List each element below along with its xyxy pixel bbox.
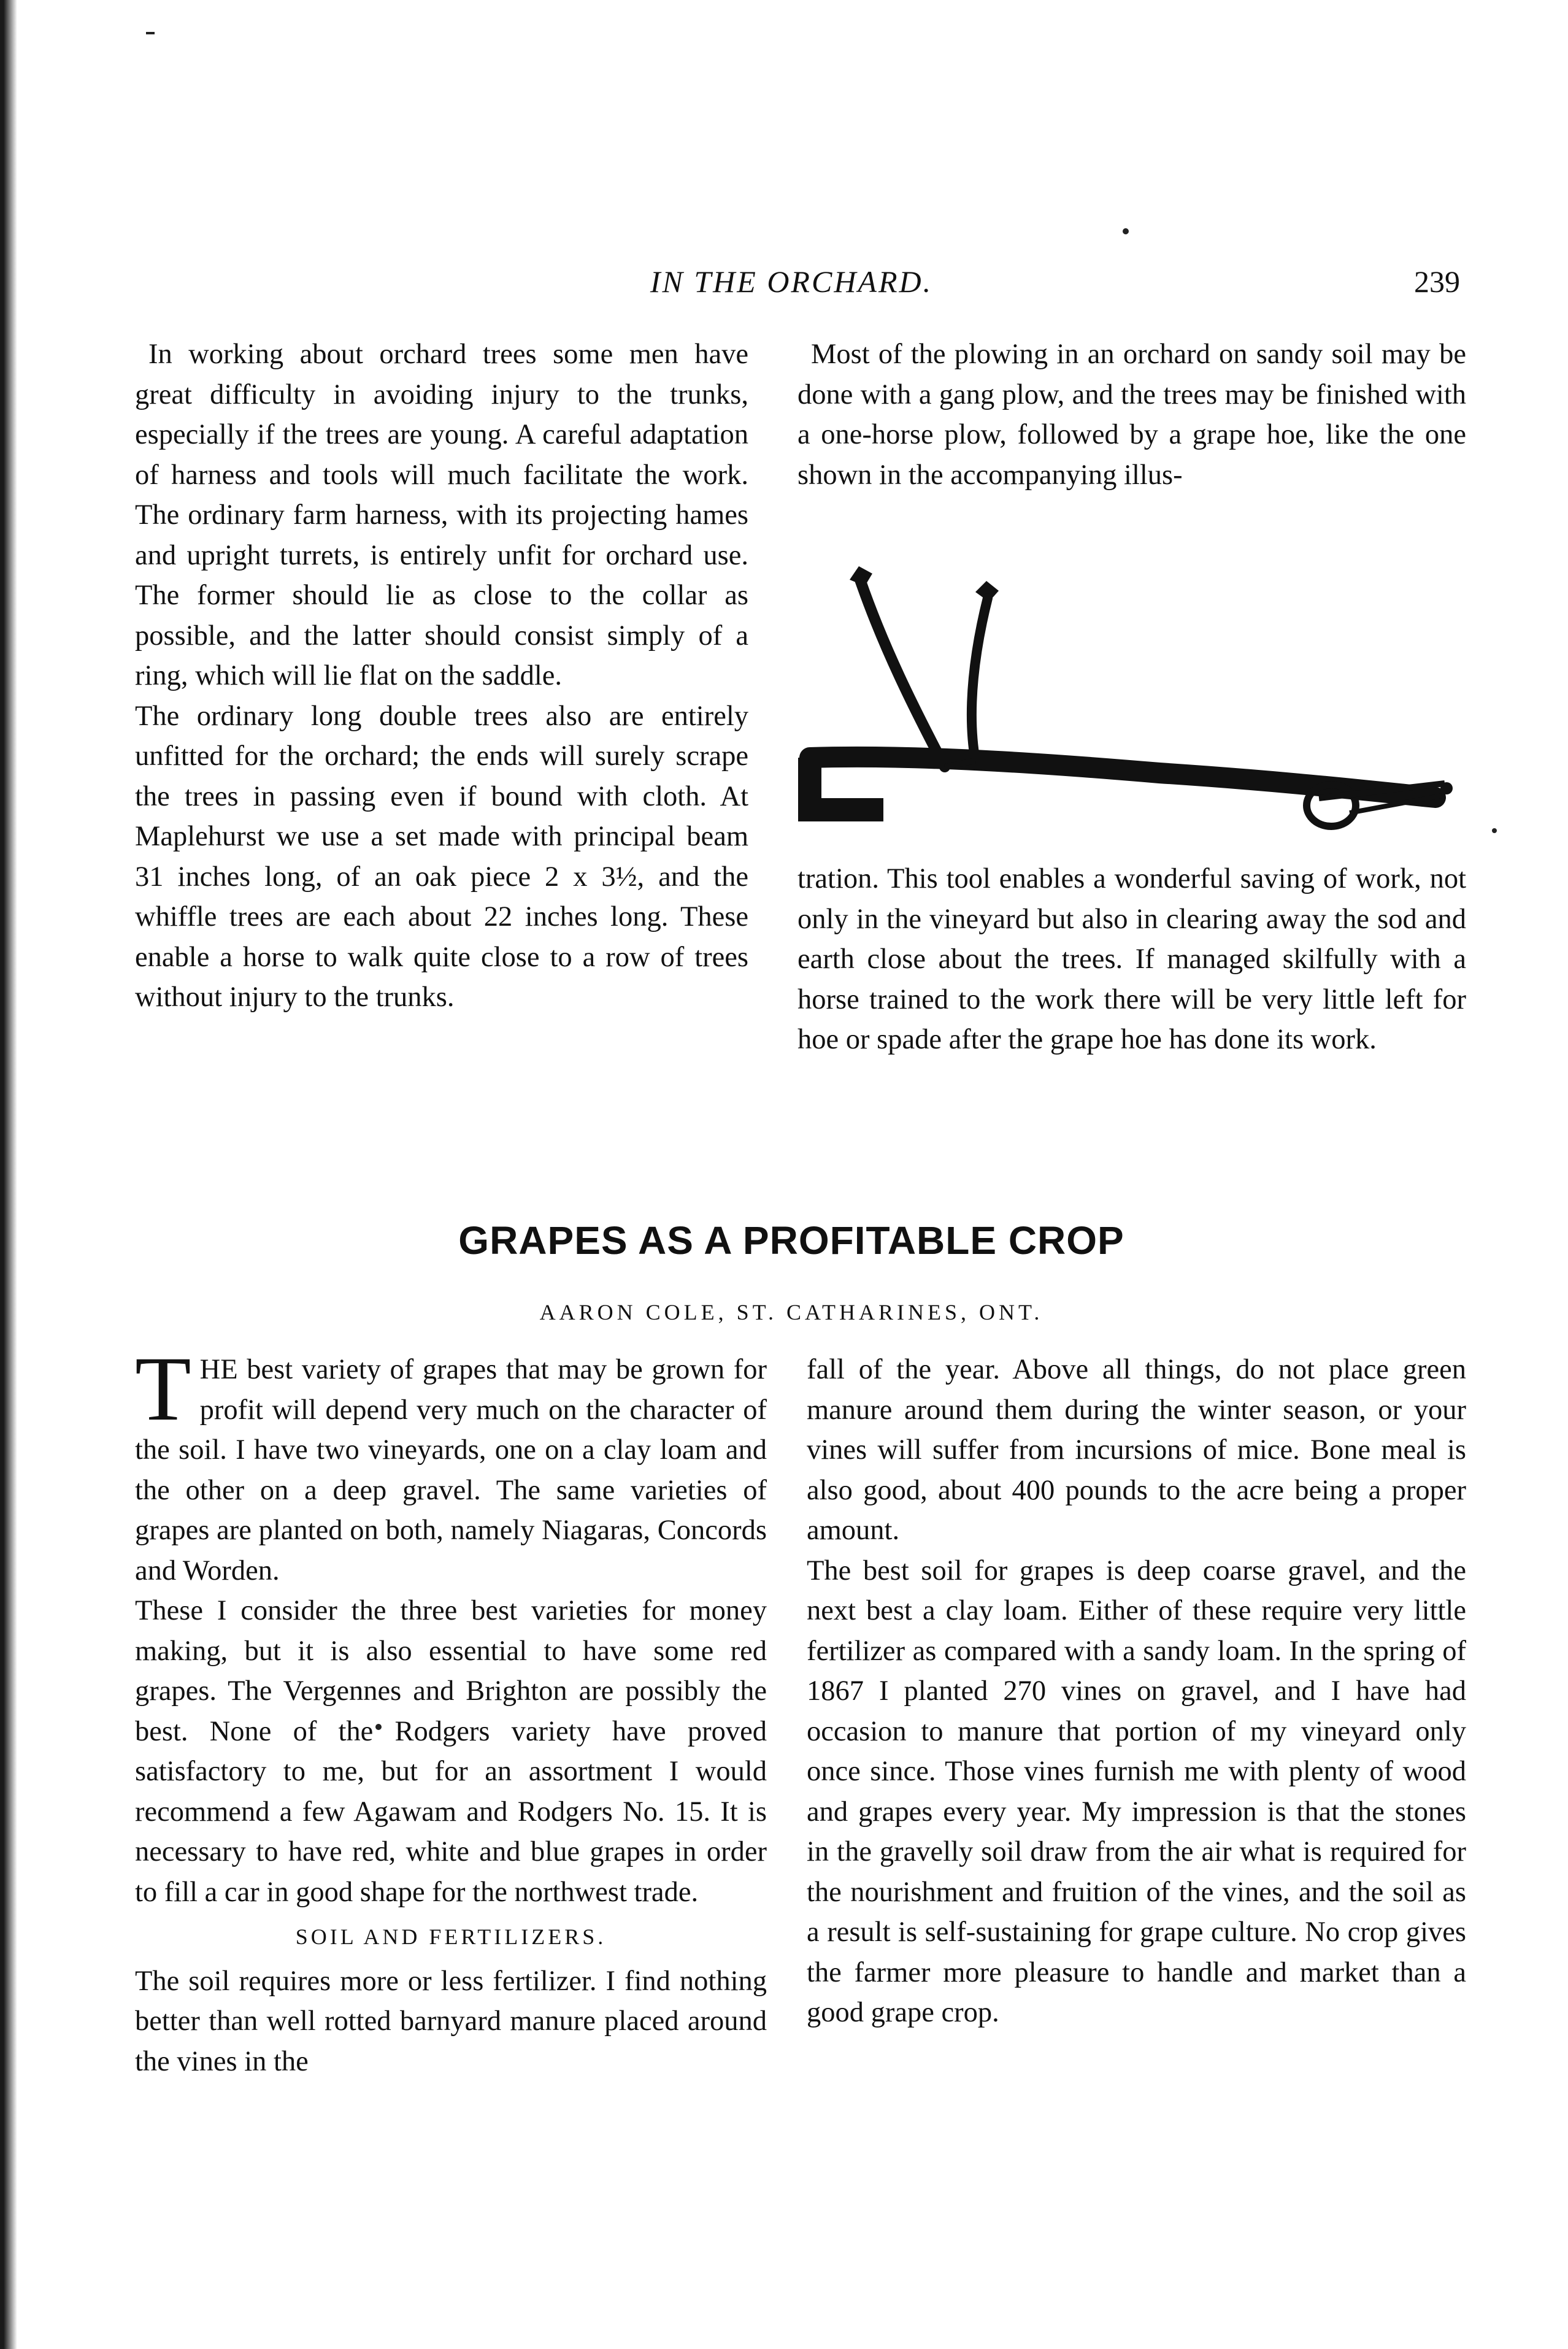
orchard-left-column [135, 334, 748, 1018]
grapes-right-column [807, 1350, 1466, 2033]
orchard-right-column-top [797, 334, 1466, 495]
orchard-paragraph: The ordinary long double trees also are entirely unfitted for the orchard; the ends will surely scrape the trees in passing even if bound with cloth. At Maplehurst we use a set made with principal beam 31 inches long, of an oak piece 2 x 3½, and the whiffle trees are each about 22 inches long. These enable a horse to walk quite close to a row of trees without injury to the trunks. [135, 700, 748, 1013]
running-head: IN THE ORCHARD. [650, 264, 933, 299]
grapes-paragraph-text: HE best variety of grapes that may be grown for profit will depend very much on the character of the soil. I have two vineyards, one on a clay loam and the other on a deep gravel. The same varieties of grapes are planted on both, namely Niagaras, Concords and Worden. [135, 1354, 767, 1586]
section-subhead: SOIL AND FERTILIZERS. [295, 1924, 607, 1949]
page-spine-shadow [0, 0, 17, 2349]
page-header [123, 264, 1460, 307]
article-title: GRAPES AS A PROFITABLE CROP [458, 1218, 1124, 1263]
orchard-paragraph: tration. This tool enables a wonderful saving of work, not only in the vineyard but also in clearing away the sod and earth close about the trees. If managed skilfully with a horse trained to the work there will be very little left for hoe or spade after the grape hoe has done its work. [797, 863, 1466, 1055]
article-byline: AARON COLE, ST. CATHARINES, ONT. [539, 1300, 1043, 1324]
grapes-paragraph: The best soil for grapes is deep coarse gravel, and the next best a clay loam. Either of these require very little fertilizer as compared with a sandy loam. In the spring of 1867 I planted 270 vines on gravel, and I have had occasion to manure that portion of my vineyard only once since. Those vines furnish me with plenty of wood and grapes every year. My impression is that the stones in the gravelly soil draw from the air what is required for the nourishment and fruition of the vines, and the soil as a result is self-sustaining for grape culture. No crop gives the farmer more pleasure to handle and market than a good grape crop. [807, 1555, 1466, 2028]
print-speck [1123, 228, 1129, 234]
orchard-right-column-bottom [797, 859, 1466, 1060]
page-number: 239 [1414, 264, 1460, 299]
drop-cap: T [135, 1338, 191, 1440]
orchard-paragraph: In working about orchard trees some men have great difficulty in avoiding injury to the trunks, especially if the trees are young. A careful adaptation of harness and tools will much facilitate the work. The ordinary farm harness, with its projecting hames and upright turrets, is entirely unfit for orchard use. The former should lie as close to the collar as possible, and the latter should consist simply of a ring, which will lie flat on the saddle. [135, 339, 748, 691]
grapes-paragraph: These I consider the three best varieties for money making, but it is also essential to have some red grapes. The Vergennes and Brighton are possibly the best. None of the Rodgers variety have proved satisfactory to me, but for an assortment I would recommend a few Agawam and Rodgers No. 15. It is necessary to have red, white and blue grapes in order to fill a car in good shape for the northwest trade. [135, 1595, 767, 1908]
grapes-paragraph [135, 1338, 767, 1591]
grape-hoe-icon [791, 555, 1485, 850]
print-speck [146, 32, 155, 34]
grapes-paragraph: The soil requires more or less fertilizer. I find nothing better than well rotted barnyard manure placed around the vines in the [135, 1965, 767, 2077]
grapes-left-column [135, 1338, 767, 2082]
grapes-paragraph: fall of the year. Above all things, do not place green manure around them during the winter season, or your vines will suffer from incursions of mice. Bone meal is also good, about 400 pounds to the acre being a proper amount. [807, 1354, 1466, 1546]
print-speck [1492, 828, 1497, 833]
orchard-paragraph: Most of the plowing in an orchard on sandy soil may be done with a gang plow, and the trees may be finished with a one-horse plow, followed by a grape hoe, like the one shown in the accompanying illus- [797, 339, 1466, 491]
grape-hoe-illustration [791, 555, 1485, 850]
